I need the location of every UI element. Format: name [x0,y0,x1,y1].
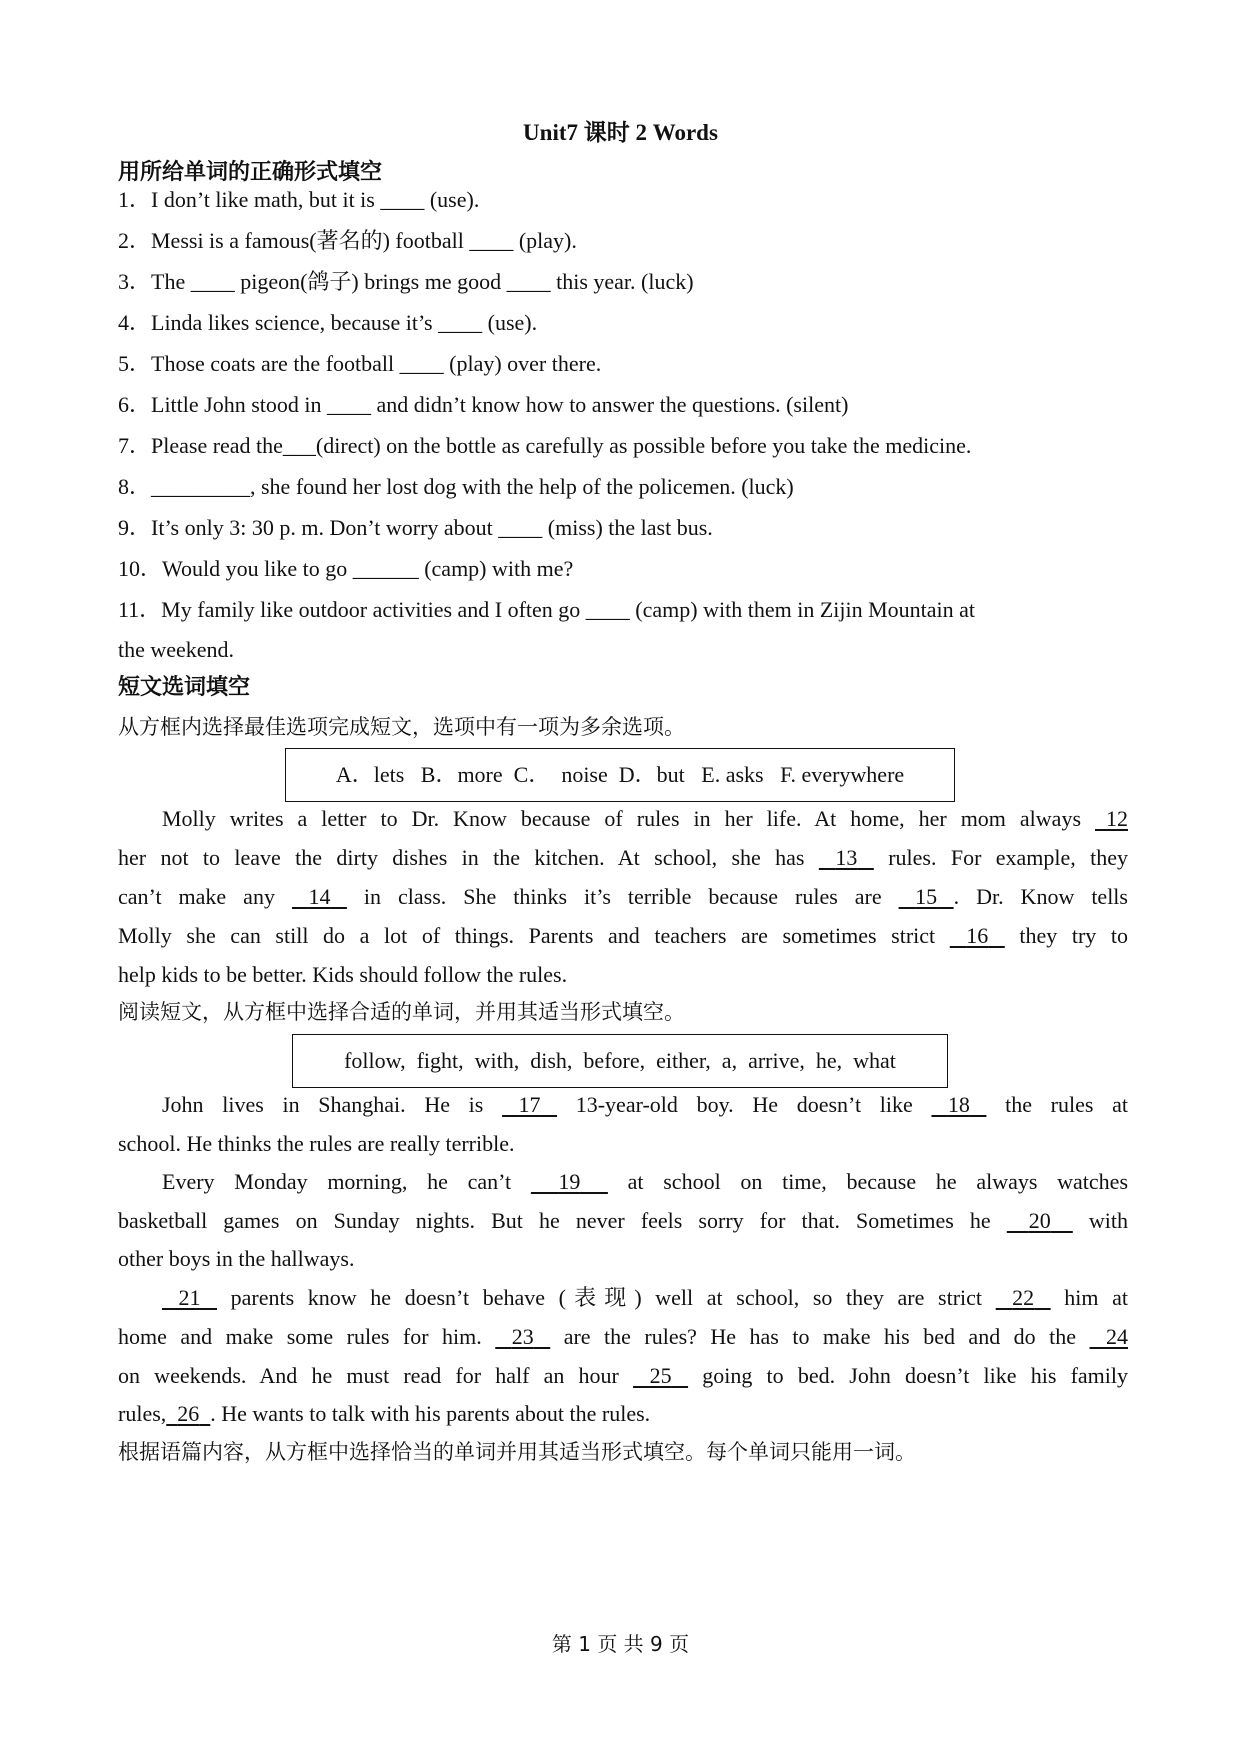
answer-blank[interactable]: 19 [558,1169,581,1194]
passage-line: her not to leave the dirty dishes in the kitchen. At school, she has 13 rules. For example, they [118,843,1128,873]
passage-line: 21 parents know he doesn’t behave (表现) well at school, so they are strict 22 him at [162,1283,1128,1313]
answer-blank[interactable]: 14 [308,884,331,909]
answer-blank[interactable]: 17 [518,1092,541,1117]
section-instruction: 根据语篇内容，从方框中选择恰当的单词并用其适当形式填空。每个单词只能用一词。 [118,1440,916,1464]
exercise-item: 3．The ____ pigeon(鸽子) brings me good ____ this year. (luck) [118,269,694,294]
section-heading: 短文选词填空 [118,675,251,700]
passage-line: on weekends. And he must read for half an hour 25 going to bed. John doesn’t like his family [118,1361,1128,1391]
answer-blank[interactable]: 21 [178,1285,201,1310]
passage-line: other boys in the hallways. [118,1246,355,1271]
word-box [285,748,955,802]
passage-line: help kids to be better. Kids should follow the rules. [118,962,568,987]
exercise-item: 1．I don’t like math, but it is ____ (use). [118,187,480,212]
section-instruction: 阅读短文，从方框中选择合适的单词，并用其适当形式填空。 [118,1000,685,1024]
passage-line: school. He thinks the rules are really terrible. [118,1131,515,1156]
passage-line: rules, 26 . He wants to talk with his parents about the rules. [118,1399,1128,1429]
answer-blank[interactable]: 15 [915,884,938,909]
answer-blank[interactable]: 26 [177,1401,200,1426]
passage-line: Molly writes a letter to Dr. Know because of rules in her life. At home, her mom always 12 [162,804,1128,834]
passage-line: John lives in Shanghai. He is 17 13-year-old boy. He doesn’t like 18 the rules at [162,1090,1128,1120]
word-box-options: follow, fight, with, dish, before, either, a, arrive, he, what [344,1048,896,1073]
answer-blank[interactable]: 16 [966,923,989,948]
answer-blank[interactable]: 20 [1028,1208,1051,1233]
exercise-item: 4．Linda likes science, because it’s ____ (use). [118,310,538,335]
exercise-item: 2．Messi is a famous(著名的) football ____ (play). [118,228,577,253]
answer-blank[interactable]: 18 [947,1092,970,1117]
answer-blank[interactable]: 24 [1106,1324,1129,1349]
passage-line: Molly she can still do a lot of things. Parents and teachers are sometimes strict 16 they try to [118,921,1128,951]
exercise-item: 5．Those coats are the football ____ (play) over there. [118,351,602,376]
exercise-item: 6．Little John stood in ____ and didn’t know how to answer the questions. (silent) [118,392,849,417]
exercise-item: 8．_________, she found her lost dog with the help of the policemen. (luck) [118,474,794,499]
word-box [292,1034,948,1088]
passage-line: Every Monday morning, he can’t 19 at school on time, because he always watches [162,1167,1128,1197]
answer-blank[interactable]: 23 [511,1324,534,1349]
section-instruction: 从方框内选择最佳选项完成短文，选项中有一项为多余选项。 [118,715,685,739]
exercise-item: 7．Please read the___(direct) on the bottle as carefully as possible before you take the medicine. [118,433,972,458]
exercise-item: 9．It’s only 3: 30 p. m. Don’t worry about ____ (miss) the last bus. [118,515,713,540]
answer-blank[interactable]: 25 [649,1363,672,1388]
section-heading: 用所给单词的正确形式填空 [118,160,383,185]
page-footer: 第 1 页 共 9 页 [551,1632,690,1656]
passage-line: can’t make any 14 in class. She thinks it’s terrible because rules are 15 . Dr. Know tells [118,882,1128,912]
page-title: Unit7 课时 2 Words [523,120,718,145]
exercise-item: 11．My family like outdoor activities and I often go ____ (camp) with them in Zijin Mountain at [118,597,976,622]
exercise-item-continuation: the weekend. [118,637,235,662]
exercise-item: 10．Would you like to go ______ (camp) with me? [118,556,574,581]
word-box-options: A．lets B．more C． noise D．but E. asks F. everywhere [335,762,905,787]
answer-blank[interactable]: 12 [1106,806,1129,831]
passage-line: basketball games on Sunday nights. But he never feels sorry for that. Sometimes he 20 with [118,1206,1128,1236]
answer-blank[interactable]: 13 [835,845,858,870]
passage-line: home and make some rules for him. 23 are the rules? He has to make his bed and do the 24 [118,1322,1128,1352]
answer-blank[interactable]: 22 [1012,1285,1035,1310]
